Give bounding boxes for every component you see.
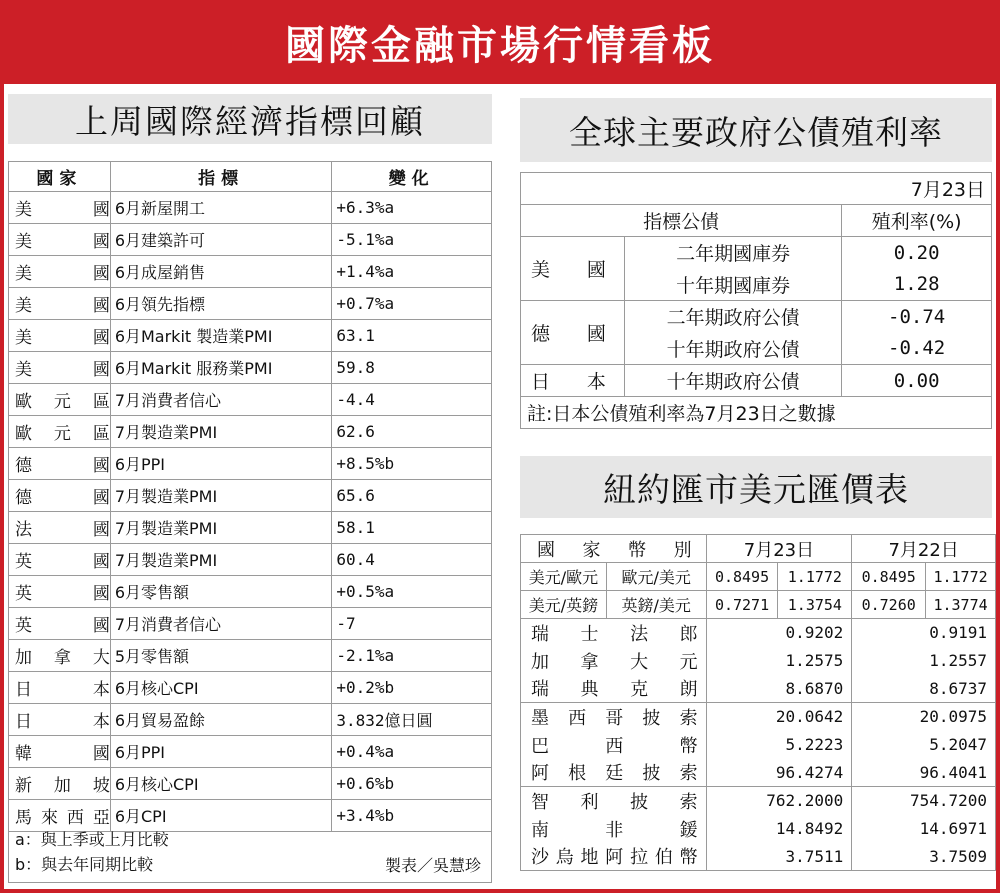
- country-cell: 美 國: [9, 288, 111, 320]
- rate-cell: 1.1772: [926, 563, 996, 591]
- rate-date-2: 20.0975: [852, 703, 996, 731]
- country-cell: 馬 來 西 亞: [9, 800, 111, 832]
- rate-date-2: 96.4041: [852, 759, 996, 787]
- rate-date-1: 1.2575: [706, 647, 852, 675]
- bonds-table: [520, 172, 992, 429]
- indicator-cell: 6月PPI: [110, 448, 332, 480]
- table-row: [9, 480, 492, 512]
- country-cell: 歐 元 區: [9, 416, 111, 448]
- indicator-cell: 6月Markit 製造業PMI: [110, 320, 332, 352]
- note-b: b：與去年同期比較: [15, 855, 154, 874]
- col-header-change: 變化: [332, 162, 492, 192]
- rate-date-2: 0.9191: [852, 619, 996, 647]
- table-row: [521, 787, 996, 815]
- table-row: [9, 352, 492, 384]
- country-cell: 英 國: [9, 576, 111, 608]
- table-row: [9, 608, 492, 640]
- indicator-cell: 6月領先指標: [110, 288, 332, 320]
- col-header-country: 國家: [9, 162, 111, 192]
- table-row: [9, 640, 492, 672]
- indicator-cell: 6月零售額: [110, 576, 332, 608]
- fx-header: [520, 456, 992, 518]
- table-row: [9, 576, 492, 608]
- rate-cell: 0.8495: [706, 563, 778, 591]
- pair-label-inverse: 英鎊/美元: [606, 591, 706, 619]
- bond-cell: 二年期國庫券: [624, 237, 841, 269]
- indicator-cell: 7月製造業PMI: [110, 480, 332, 512]
- country-cell: 新 加 坡: [9, 768, 111, 800]
- indicator-cell: 6月核心CPI: [110, 672, 332, 704]
- bonds-header: [520, 98, 992, 162]
- country-cell: 英 國: [9, 544, 111, 576]
- rate-date-2: 8.6737: [852, 675, 996, 703]
- rate-date-2: 5.2047: [852, 731, 996, 759]
- col-header-bond: 指標公債: [521, 205, 842, 237]
- currency-cell: 阿 根 廷 披 索: [521, 759, 707, 787]
- table-row: [9, 256, 492, 288]
- content-area: [4, 84, 996, 889]
- indicator-cell: 7月製造業PMI: [110, 416, 332, 448]
- change-cell: 3.832億日圓: [332, 704, 492, 736]
- yield-cell: 0.00: [842, 365, 992, 397]
- fx-body: [521, 535, 996, 871]
- table-row: [9, 448, 492, 480]
- table-row: [9, 704, 492, 736]
- change-cell: -4.4: [332, 384, 492, 416]
- country-cell: 德 國: [9, 480, 111, 512]
- indicator-cell: 6月Markit 服務業PMI: [110, 352, 332, 384]
- change-cell: +0.4%a: [332, 736, 492, 768]
- fx-pair-row: [521, 563, 996, 591]
- bonds-title: 全球主要政府公債殖利率: [569, 112, 943, 152]
- table-row: [521, 675, 996, 703]
- country-cell: 美 國: [9, 192, 111, 224]
- fx-title: 紐約匯市美元匯價表: [603, 469, 909, 509]
- bonds-header-row: [521, 205, 992, 237]
- col-header-yield: 殖利率(%): [842, 205, 992, 237]
- table-row: [9, 192, 492, 224]
- table-row: [9, 416, 492, 448]
- rate-date-2: 754.7200: [852, 787, 996, 815]
- currency-cell: 沙 烏 地 阿 拉 伯 幣: [521, 843, 707, 871]
- table-row: [9, 288, 492, 320]
- table-row: [9, 736, 492, 768]
- table-row: [521, 703, 996, 731]
- table-row: [521, 647, 996, 675]
- change-cell: +6.3%a: [332, 192, 492, 224]
- currency-cell: 瑞 士 法 郎: [521, 619, 707, 647]
- indicator-cell: 6月新屋開工: [110, 192, 332, 224]
- currency-cell: 南 非 鍰: [521, 815, 707, 843]
- bond-cell: 二年期政府公債: [624, 301, 841, 333]
- bonds-note-row: [521, 397, 992, 429]
- yield-cell: 1.28: [842, 269, 992, 301]
- country-cell: 美 國: [9, 256, 111, 288]
- country-cell: 德 國: [521, 301, 625, 365]
- change-cell: 60.4: [332, 544, 492, 576]
- country-cell: 日 本: [9, 704, 111, 736]
- change-cell: -2.1%a: [332, 640, 492, 672]
- bond-cell: 十年期國庫券: [624, 269, 841, 301]
- indicator-cell: 6月貿易盈餘: [110, 704, 332, 736]
- bonds-date-row: [521, 173, 992, 205]
- table-row: [9, 224, 492, 256]
- rate-cell: 1.1772: [778, 563, 852, 591]
- fx-header-row: [521, 535, 996, 563]
- col-header-date-1: 7月23日: [706, 535, 852, 563]
- rate-date-1: 14.8492: [706, 815, 852, 843]
- rate-date-1: 96.4274: [706, 759, 852, 787]
- col-header-date-2: 7月22日: [852, 535, 996, 563]
- change-cell: 65.6: [332, 480, 492, 512]
- indicator-cell: 7月製造業PMI: [110, 512, 332, 544]
- indicators-header-row: [9, 162, 492, 192]
- change-cell: +0.2%b: [332, 672, 492, 704]
- rate-date-2: 14.6971: [852, 815, 996, 843]
- indicators-title: 上周國際經濟指標回顧: [75, 101, 425, 141]
- country-cell: 日 本: [9, 672, 111, 704]
- currency-cell: 加 拿 大 元: [521, 647, 707, 675]
- table-row: [9, 512, 492, 544]
- change-cell: +0.7%a: [332, 288, 492, 320]
- table-row: [9, 384, 492, 416]
- change-cell: 62.6: [332, 416, 492, 448]
- pair-label-inverse: 歐元/美元: [606, 563, 706, 591]
- change-cell: 63.1: [332, 320, 492, 352]
- table-row: [9, 544, 492, 576]
- change-cell: -7: [332, 608, 492, 640]
- title-bar: [0, 0, 1000, 84]
- bonds-note: 註:日本公債殖利率為7月23日之數據: [521, 397, 992, 429]
- rate-cell: 0.7260: [852, 591, 926, 619]
- bonds-body: [521, 173, 992, 429]
- indicator-cell: 6月核心CPI: [110, 768, 332, 800]
- fx-table: [520, 534, 996, 871]
- col-header-currency: 國 家 幣 別: [521, 535, 707, 563]
- currency-cell: 智 利 披 索: [521, 787, 707, 815]
- yield-cell: -0.42: [842, 333, 992, 365]
- indicator-cell: 6月PPI: [110, 736, 332, 768]
- rate-date-2: 1.2557: [852, 647, 996, 675]
- indicator-cell: 7月消費者信心: [110, 384, 332, 416]
- indicator-cell: 6月成屋銷售: [110, 256, 332, 288]
- indicator-cell: 6月CPI: [110, 800, 332, 832]
- country-cell: 英 國: [9, 608, 111, 640]
- currency-cell: 巴 西 幣: [521, 731, 707, 759]
- country-cell: 加 拿 大: [9, 640, 111, 672]
- change-cell: 58.1: [332, 512, 492, 544]
- rate-cell: 1.3774: [926, 591, 996, 619]
- change-cell: -5.1%a: [332, 224, 492, 256]
- table-row: [521, 301, 992, 333]
- rate-date-1: 8.6870: [706, 675, 852, 703]
- indicators-notes: [8, 825, 492, 883]
- country-cell: 法 國: [9, 512, 111, 544]
- rate-date-1: 3.7511: [706, 843, 852, 871]
- yield-cell: 0.20: [842, 237, 992, 269]
- country-cell: 美 國: [9, 352, 111, 384]
- table-row: [521, 843, 996, 871]
- rate-cell: 1.3754: [778, 591, 852, 619]
- bond-cell: 十年期政府公債: [624, 333, 841, 365]
- indicators-header: [8, 94, 492, 144]
- indicator-cell: 7月製造業PMI: [110, 544, 332, 576]
- rate-cell: 0.7271: [706, 591, 778, 619]
- country-cell: 美 國: [9, 224, 111, 256]
- table-row: [521, 731, 996, 759]
- rate-date-1: 20.0642: [706, 703, 852, 731]
- pair-label: 美元/英鎊: [521, 591, 607, 619]
- change-cell: 59.8: [332, 352, 492, 384]
- col-header-indicator: 指標: [110, 162, 332, 192]
- indicators-table: [8, 161, 492, 832]
- country-cell: 日 本: [521, 365, 625, 397]
- indicator-cell: 6月建築許可: [110, 224, 332, 256]
- table-row: [9, 768, 492, 800]
- table-row: [521, 815, 996, 843]
- indicator-cell: 7月消費者信心: [110, 608, 332, 640]
- country-cell: 韓 國: [9, 736, 111, 768]
- country-cell: 德 國: [9, 448, 111, 480]
- change-cell: +3.4%b: [332, 800, 492, 832]
- bonds-date: 7月23日: [521, 173, 992, 205]
- rate-date-2: 3.7509: [852, 843, 996, 871]
- table-row: [9, 672, 492, 704]
- country-cell: 美 國: [9, 320, 111, 352]
- maker-credit: 製表／吳慧珍: [384, 856, 481, 875]
- main-title: 國際金融市場行情看板: [285, 22, 715, 69]
- rate-cell: 0.8495: [852, 563, 926, 591]
- rate-date-1: 5.2223: [706, 731, 852, 759]
- change-cell: +8.5%b: [332, 448, 492, 480]
- table-row: [521, 237, 992, 269]
- bond-cell: 十年期政府公債: [624, 365, 841, 397]
- note-a: a：與上季或上月比較: [15, 830, 169, 849]
- yield-cell: -0.74: [842, 301, 992, 333]
- change-cell: +0.6%b: [332, 768, 492, 800]
- table-row: [521, 759, 996, 787]
- table-row: [521, 619, 996, 647]
- change-cell: +1.4%a: [332, 256, 492, 288]
- rate-date-1: 762.2000: [706, 787, 852, 815]
- change-cell: +0.5%a: [332, 576, 492, 608]
- table-row: [9, 320, 492, 352]
- country-cell: 歐 元 區: [9, 384, 111, 416]
- rate-date-1: 0.9202: [706, 619, 852, 647]
- indicator-cell: 5月零售額: [110, 640, 332, 672]
- table-row: [521, 365, 992, 397]
- currency-cell: 瑞 典 克 朗: [521, 675, 707, 703]
- fx-pair-row: [521, 591, 996, 619]
- pair-label: 美元/歐元: [521, 563, 607, 591]
- indicators-body: [9, 192, 492, 832]
- currency-cell: 墨 西 哥 披 索: [521, 703, 707, 731]
- country-cell: 美 國: [521, 237, 625, 301]
